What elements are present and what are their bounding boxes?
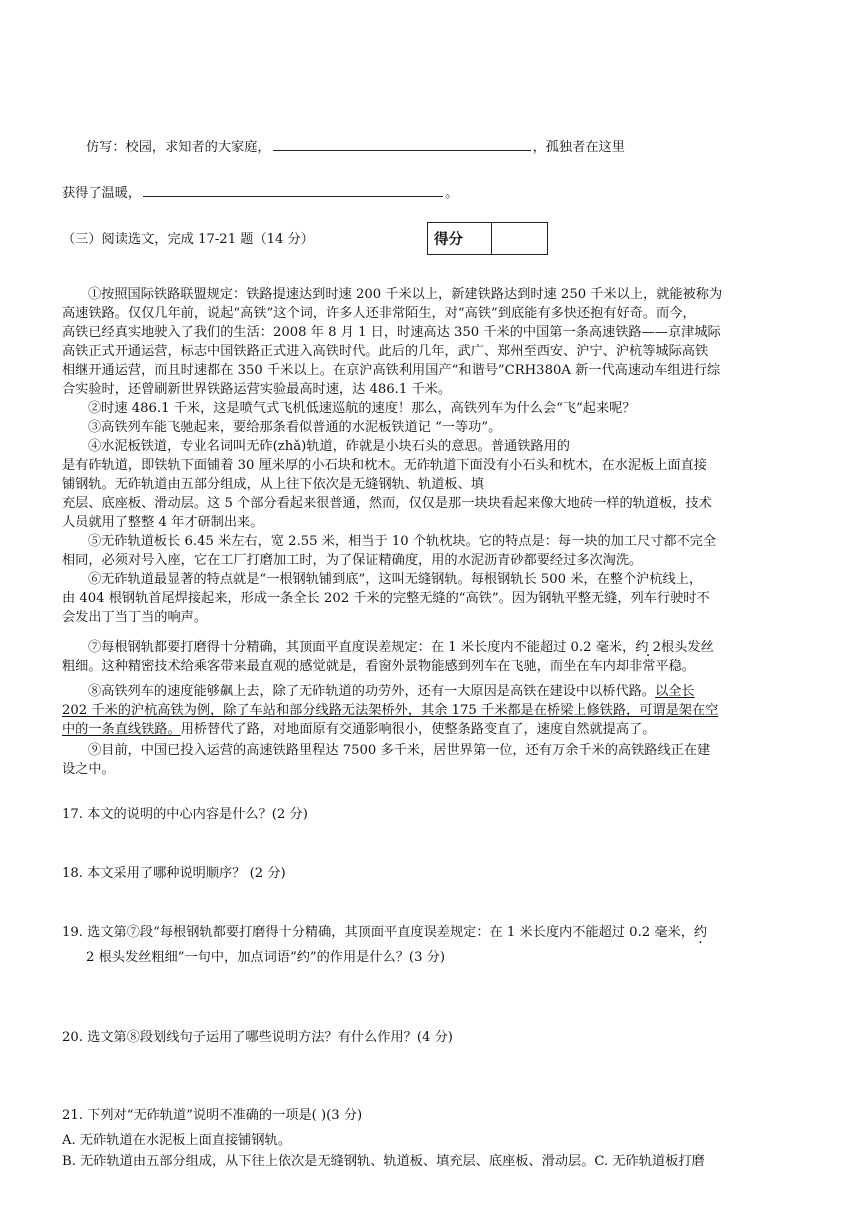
question-20: 20. 选文第⑧段划线句子运用了哪些说明方法？有什么作用？(4 分): [62, 1030, 453, 1045]
answer-blank-1[interactable]: [273, 136, 531, 151]
p1-line: 高铁正式开通运营，标志中国铁路正式进入高铁时代。此后的几年，武广、郑州至西安、沪宁、沪杭等城际高铁: [62, 344, 709, 359]
paragraph-4: [62, 437, 800, 532]
imitation-line-1: [86, 136, 625, 155]
question-21: 21. 下列对“无砟轨道”说明不准确的一项是( )(3 分): [62, 1108, 363, 1123]
score-label: 得分: [428, 223, 492, 254]
section-heading: （三）阅读选文，完成 17-21 题（14 分）: [62, 232, 314, 247]
p1-line: ①按照国际铁路联盟规定：铁路提速达到时速 200 千米以上，新建铁路达到时速 250 千米以上，就能被称为: [88, 287, 723, 302]
imitation-prefix-2: 获得了温暖，: [62, 186, 142, 201]
underlined-sentence: 202 千米的沪杭高铁为例，除了车站和部分线路无法架桥外，其余 175 千米都是在桥梁上修铁路，可谓是架在空: [62, 703, 719, 718]
p1-line: 合实验时，还曾刷新世界铁路运营实验最高时速，达 486.1 千米。: [62, 382, 452, 397]
p8-text: 用桥替代了路，对地面原有交通影响很小，使整条路变直了，速度自然就提高了。: [180, 722, 656, 737]
p1-line: 高速铁路。仅仅几年前，说起“高铁”这个词，许多人还非常陌生，对“高铁”到底能有多快还抱有好奇。而今，: [62, 306, 696, 321]
underlined-sentence: 中的一条直线铁路。: [62, 722, 181, 737]
question-19: [62, 921, 707, 940]
p4-line: 是有砟轨道，即铁轨下面铺着 30 厘米厚的小石块和枕木。无砟轨道下面没有小石头和枕木，在水泥板上面直接: [62, 458, 707, 473]
dotted-word: 约: [693, 925, 708, 940]
imitation-prefix: 仿写：校园，求知者的大家庭，: [86, 140, 271, 155]
p9-line: 设之中。: [62, 762, 115, 777]
p8-line: [62, 720, 800, 739]
imitation-end: 。: [445, 186, 459, 201]
imitation-line-2: [62, 182, 458, 201]
answer-blank-2[interactable]: [143, 182, 443, 197]
question-19-line-2: 2 根头发丝粗细”一句中，加点词语“约”的作用是什么？(3 分): [86, 950, 445, 965]
question-19-text: 19. 选文第⑦段“每根钢轨都要打磨得十分精确，其顶面平直度误差规定：在 1 米长度内不能超过 0.2 毫米，: [62, 925, 694, 940]
imitation-suffix: ，孤独者在这里: [532, 140, 625, 155]
p7-line: [62, 638, 800, 657]
paragraph-8: [62, 682, 800, 739]
paragraph-6: [62, 570, 800, 627]
p7-text-tail: 根头发丝: [661, 640, 714, 655]
p4-line: 铺钢轨。无砟轨道由五部分组成，从上往下依次是无缝钢轨、轨道板、填: [62, 477, 484, 492]
paragraph-1: [62, 285, 800, 399]
paragraph-5: [62, 532, 800, 570]
p1-line: 相继开通运营，而且时速都在 350 千米以上。在京沪高铁利用国产“和谐号”CRH380A 新一代高速动车组进行综: [62, 363, 721, 378]
p1-line: 高铁已经真实地驶入了我们的生活：2008 年 8 月 1 日，时速高达 350 千米的中国第一条高速铁路——京津城际: [62, 325, 721, 340]
score-box: [427, 222, 548, 255]
p5-line: 相同，必须对号入座，它在工厂打磨加工时，为了保证精确度，用的水泥沥青砂都要经过多次淘洗。: [62, 553, 643, 568]
p6-line: 会发出丁当丁当的响声。: [62, 610, 208, 625]
p4-line: 人员就用了整整 4 年才研制出来。: [62, 515, 264, 530]
p7-text: ⑦每根钢轨都要打磨得十分精确，其顶面平直度误差规定：在 1 米长度内不能超过 0.2 毫米，: [88, 640, 636, 655]
p9-line: ⑨目前，中国已投入运营的高速铁路里程达 7500 多千米，居世界第一位，还有万余千米的高铁路线正在建: [88, 743, 711, 758]
p8-line: [62, 682, 800, 701]
p8-text: ⑧高铁列车的速度能够飙上去，除了无砟轨道的功劳外，还有一大原因是高铁在建设中以桥代路。: [88, 684, 656, 699]
p3-line: ③高铁列车能飞驰起来，要给那条看似普通的水泥板铁道记 “一等功”。: [88, 420, 502, 435]
paragraph-2: [62, 399, 800, 418]
score-cell[interactable]: [492, 223, 547, 254]
question-21-option-a: A. 无砟轨道在水泥板上面直接铺钢轨。: [62, 1133, 291, 1148]
p2-line: ②时速 486.1 千米，这是喷气式飞机低速巡航的速度！那么，高铁列车为什么会“飞”起来呢？: [88, 401, 636, 416]
paragraph-7: [62, 638, 800, 676]
p7-line: 粗细。这种精密技术给乘客带来最直观的感觉就是，看窗外景物能感到列车在飞驰，而坐在车内却非常平稳。: [62, 659, 695, 674]
question-18: 18. 本文采用了哪种说明顺序？ (2 分): [62, 866, 286, 881]
p6-line: 由 404 根钢轨首尾焊接起来，形成一条全长 202 千米的完整无缝的“高铁”。因为钢轨平整无缝，列车行驶时不: [62, 591, 710, 606]
p6-line: ⑥无砟轨道最显著的特点就是“一根钢轨铺到底”，这叫无缝钢轨。每根钢轨长 500 米，在整个沪杭线上，: [88, 572, 703, 587]
question-21-option-b: B. 无砟轨道由五部分组成，从下往上依次是无缝钢轨、轨道板、填充层、底座板、滑动层。C. 无砟轨道板打磨: [62, 1154, 705, 1169]
p4-line: ④水泥板铁道，专业名词叫无砟(zhǎ)轨道，砟就是小块石头的意思。普通铁路用的: [88, 439, 570, 454]
paragraph-3: [62, 418, 800, 437]
question-17: 17. 本文的说明的中心内容是什么？(2 分): [62, 807, 308, 822]
p4-line: 充层、底座板、滑动层。这 5 个部分看起来很普通，然而，仅仅是那一块块看起来像大地砖一样的轨道板，技术: [62, 496, 712, 511]
dotted-word: 约 2 ·: [635, 640, 661, 655]
p5-line: ⑤无砟轨道板长 6.45 米左右，宽 2.55 米，相当于 10 个轨枕块。它的特点是：每一块的加工尺寸都不完全: [88, 534, 717, 549]
underlined-sentence: 以全长: [655, 684, 695, 699]
paragraph-9: [62, 741, 800, 779]
